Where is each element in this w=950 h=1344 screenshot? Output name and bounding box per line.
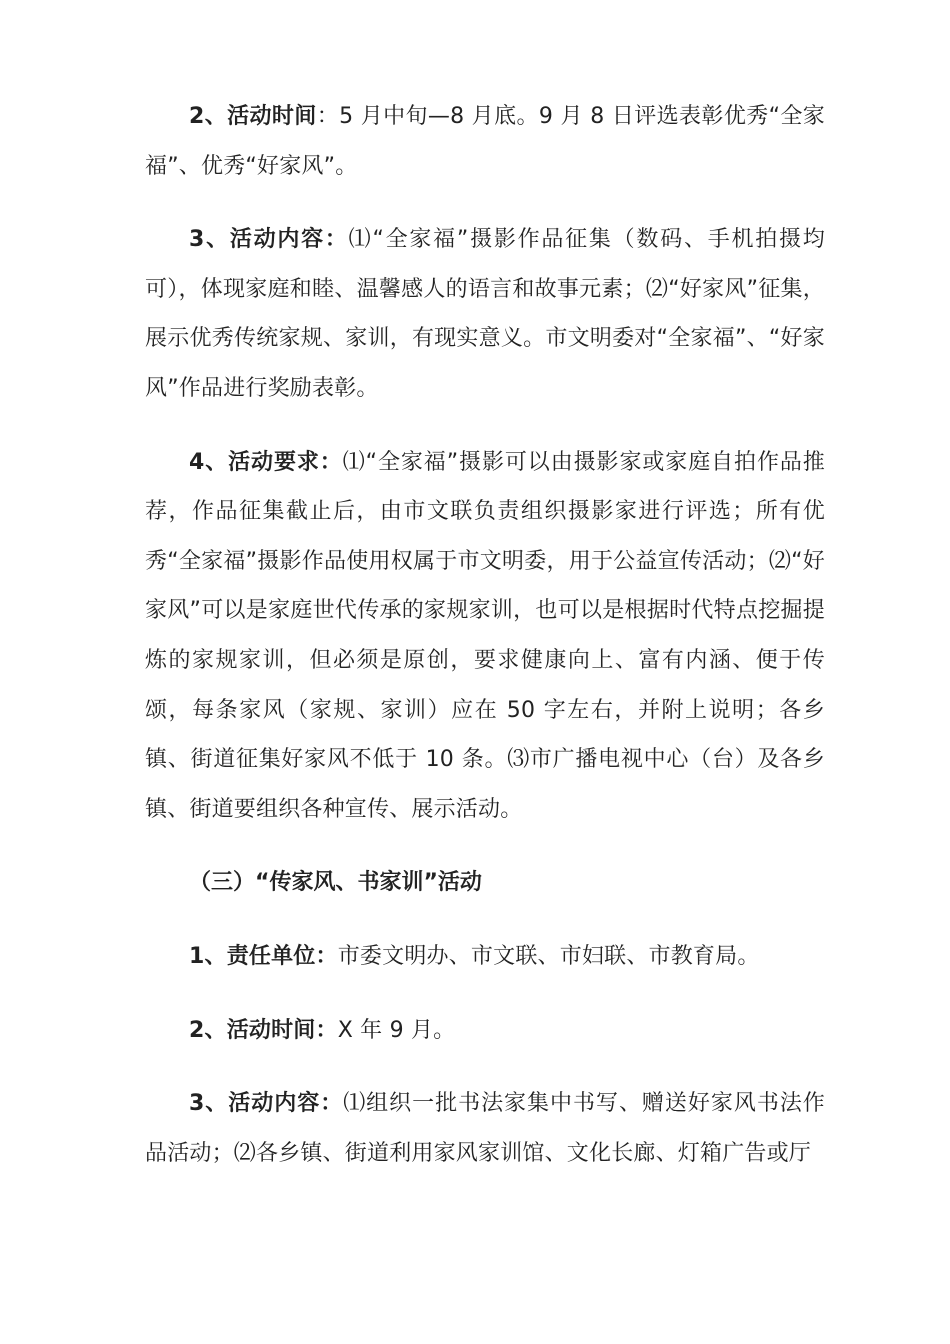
document-page — [145, 92, 825, 1202]
paragraph-text: 市委文明办、市文联、市妇联、市教育局。 — [337, 943, 760, 969]
paragraph-text: ⑴组织一批书法家集中书写、赠送好家风书法作品活动；⑵各乡镇、街道利用家风家训馆、文化长廊、灯箱广告或厅 — [145, 1091, 826, 1166]
paragraph-section-content — [145, 1079, 825, 1178]
paragraph-section-time — [145, 1006, 825, 1056]
paragraph-responsible-units — [145, 932, 825, 982]
paragraph-label: 2、活动时间 — [189, 104, 317, 129]
paragraph-text: X 年 9 月。 — [337, 1017, 456, 1043]
paragraph-label: 4、活动要求： — [189, 449, 343, 475]
section-heading: （三）“传家风、书家训”活动 — [189, 870, 482, 896]
paragraph-text: ：5 月中旬—8 月底。9 月 8 日评选表彰优秀“全家福”、优秀“好家风”。 — [145, 104, 826, 179]
paragraph-activity-requirements — [145, 438, 825, 835]
paragraph-label: 2、活动时间： — [189, 1017, 338, 1043]
paragraph-activity-time — [145, 92, 825, 191]
paragraph-label: 1、责任单位： — [189, 943, 338, 969]
paragraph-label: 3、活动内容： — [189, 227, 349, 253]
paragraph-label: 3、活动内容： — [189, 1091, 344, 1117]
paragraph-activity-content — [145, 215, 825, 413]
paragraph-text: ⑴“全家福”摄影作品征集（数码、手机拍摄均可），体现家庭和睦、温馨感人的语言和故事元素；⑵“好家风”征集，展示优秀传统家规、家训，有现实意义。市文明委对“全家福”、“好家风”作品进行奖励表彰。 — [145, 227, 825, 401]
paragraph-text: ⑴“全家福”摄影可以由摄影家或家庭自拍作品推荐，作品征集截止后，由市文联负责组织摄影家进行评选；所有优秀“全家福”摄影作品使用权属于市文明委，用于公益宣传活动；⑵“好家风”可以是家庭世代传承的家规家训，也可以是根据时代特点挖掘提炼的家规家训，但必须是原创，要求健康向上、富有内涵、便于传颂，每条家风（家规、家训）应在 50 字左右，并附上说明；各乡镇、街道征集好家风不低于 10 条。⑶市广播电视中心（台）及各乡镇、街道要组织各种宣传、展示活动。 — [145, 449, 825, 822]
